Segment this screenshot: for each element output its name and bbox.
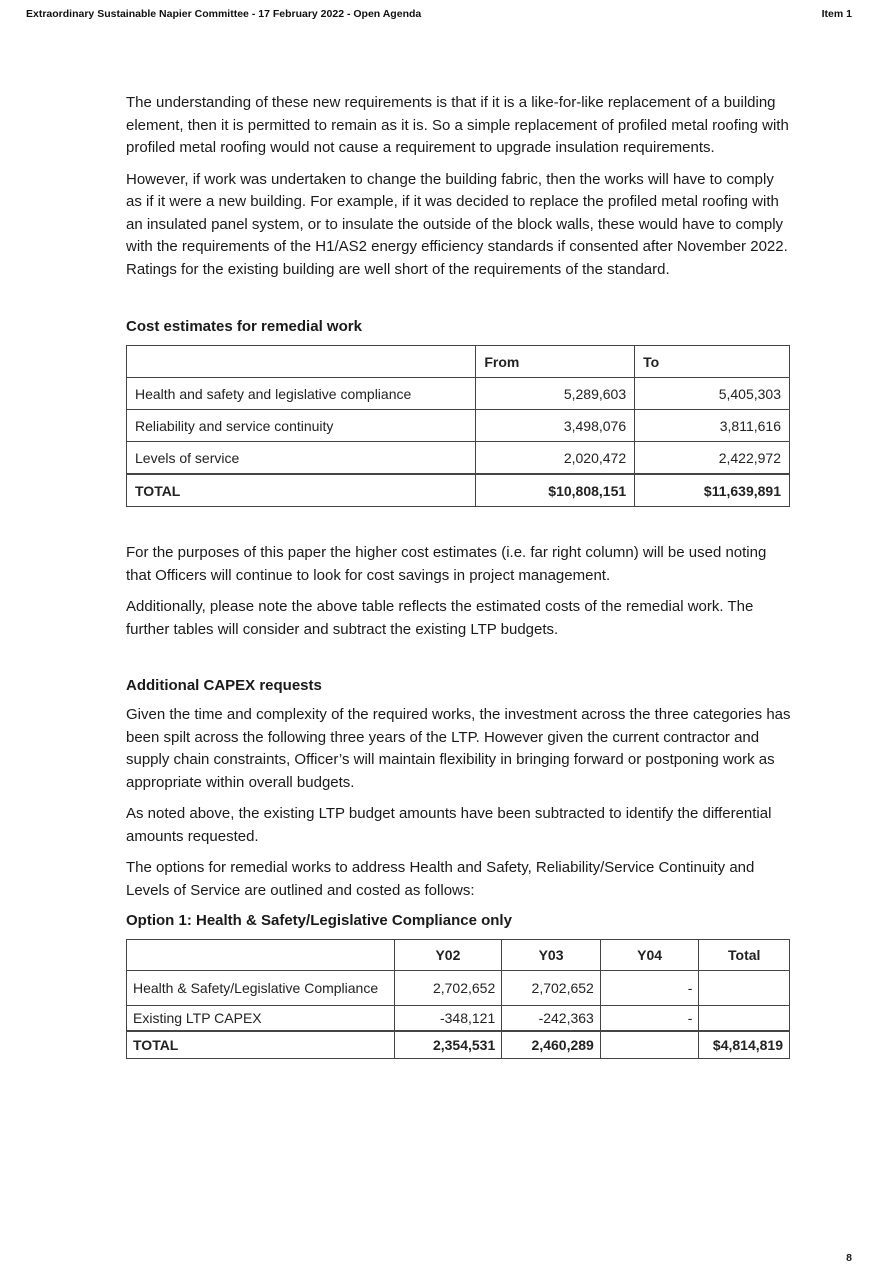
total-y03-value: 2,460,289 <box>502 1031 601 1059</box>
col-y02-header: Y02 <box>394 940 502 971</box>
document-body <box>126 92 792 1059</box>
total-label: TOTAL <box>127 474 476 507</box>
cost-estimates-heading: Cost estimates for remedial work <box>126 318 362 335</box>
row-label: Health & Safety/Legislative Compliance <box>127 971 395 1006</box>
row-label: Reliability and service continuity <box>127 410 476 442</box>
capex-heading: Additional CAPEX requests <box>126 677 322 694</box>
to-value: 3,811,616 <box>635 410 790 442</box>
total-label: TOTAL <box>127 1031 395 1059</box>
row-label: Levels of service <box>127 442 476 475</box>
table-row <box>127 442 790 475</box>
paragraph-3: For the purposes of this paper the higher cost estimates (i.e. far right column) will be used noting that Officers will continue to look for cost savings in project management. <box>126 544 767 584</box>
y04-value: - <box>600 1006 699 1032</box>
from-value: 5,289,603 <box>476 378 635 410</box>
paragraph-5: Given the time and complexity of the required works, the investment across the three categories has been spilt across the following three years of the LTP. However given the current contractor and supply chain constraints, Officer’s will maintain flexibility in bringing forward or postponing work as appropriate within overall budgets. <box>126 706 791 791</box>
y04-value: - <box>600 971 699 1006</box>
total-row <box>127 1031 790 1059</box>
col-y03-header: Y03 <box>502 940 601 971</box>
total-row <box>127 474 790 507</box>
paragraph-1: The understanding of these new requirements is that if it is a like-for-like replacement of a building element, then it is permitted to remain as it is. So a simple replacement of profiled metal roofing with profiled metal roofing would not cause a requirement to upgrade insulation requirements. <box>126 94 789 156</box>
from-value: 2,020,472 <box>476 442 635 475</box>
col-to-header: To <box>635 346 790 378</box>
y02-value: -348,121 <box>394 1006 502 1032</box>
row-label: Existing LTP CAPEX <box>127 1006 395 1032</box>
page-number: 8 <box>846 1252 852 1264</box>
option1-heading: Option 1: Health & Safety/Legislative Compliance only <box>126 912 512 929</box>
option1-table <box>126 939 790 1059</box>
page-header-title: Extraordinary Sustainable Napier Committee - 17 February 2022 - Open Agenda <box>26 8 422 20</box>
table-row <box>127 378 790 410</box>
paragraph-6: As noted above, the existing LTP budget amounts have been subtracted to identify the differential amounts requested. <box>126 805 772 845</box>
col-total-header: Total <box>699 940 790 971</box>
y03-value: 2,702,652 <box>502 971 601 1006</box>
paragraph-4: Additionally, please note the above table reflects the estimated costs of the remedial work. The further tables will consider and subtract the existing LTP budgets. <box>126 598 754 638</box>
table-row <box>127 410 790 442</box>
cost-estimates-table <box>126 345 790 507</box>
empty-header-cell <box>127 940 395 971</box>
total-y04-value <box>600 1031 699 1059</box>
empty-header-cell <box>127 346 476 378</box>
table-row <box>127 971 790 1006</box>
y03-value: -242,363 <box>502 1006 601 1032</box>
from-value: 3,498,076 <box>476 410 635 442</box>
col-from-header: From <box>476 346 635 378</box>
total-to-value: $11,639,891 <box>635 474 790 507</box>
paragraph-2: However, if work was undertaken to change the building fabric, then the works will have to comply as if it were a new building. For example, if it was decided to replace the profiled metal roofing with an insulated panel system, or to insulate the outside of the block walls, these would have to comply with the requirements of the H1/AS2 energy efficiency standards if consented after November 2022. Ratings for the existing building are well short of the requirements of the standard. <box>126 170 788 278</box>
total-value <box>699 971 790 1006</box>
total-total-value: $4,814,819 <box>699 1031 790 1059</box>
total-y02-value: 2,354,531 <box>394 1031 502 1059</box>
y02-value: 2,702,652 <box>394 971 502 1006</box>
to-value: 5,405,303 <box>635 378 790 410</box>
total-from-value: $10,808,151 <box>476 474 635 507</box>
paragraph-7: The options for remedial works to address Health and Safety, Reliability/Service Continuity and Levels of Service are outlined and costed as follows: <box>126 859 755 899</box>
table-header-row <box>127 346 790 378</box>
table-row <box>127 1006 790 1032</box>
to-value: 2,422,972 <box>635 442 790 475</box>
total-value <box>699 1006 790 1032</box>
page-header-item: Item 1 <box>821 8 852 20</box>
col-y04-header: Y04 <box>600 940 699 971</box>
table-header-row <box>127 940 790 971</box>
row-label: Health and safety and legislative compliance <box>127 378 476 410</box>
